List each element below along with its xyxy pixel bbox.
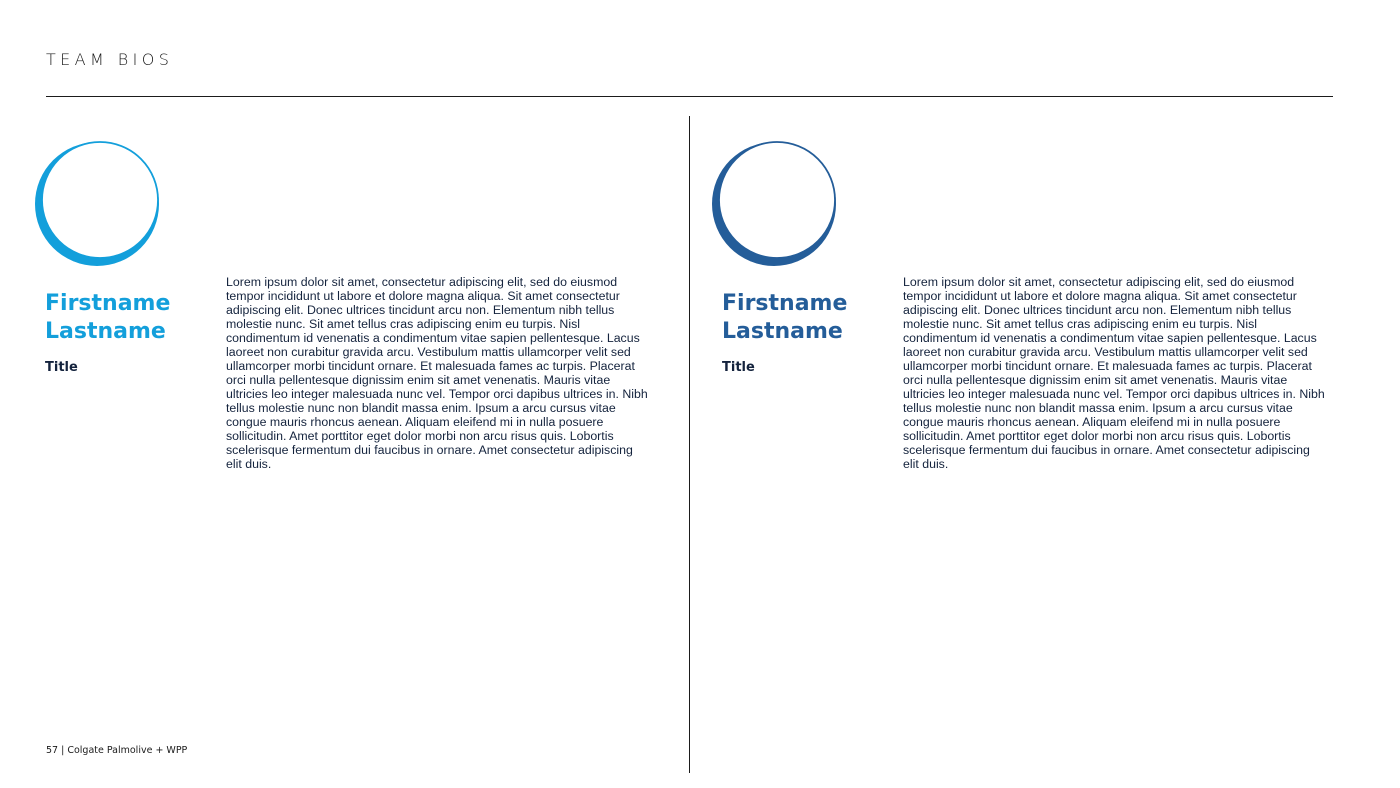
column-divider (689, 116, 690, 773)
bio-text: Lorem ipsum dolor sit amet, consectetur adipiscing elit, sed do eiusmod tempor incididunt ut labore et dolore magna aliqua. Sit amet consectetur adipiscing elit. Donec ultrices tincidunt arcu non. Elementum nibh tellus molestie nunc. Sit amet tellus cras adipiscing enim eu turpis. Nisl condimentum id venenatis a condimentum vitae sapien pellentesque. Lacus laoreet non curabitur gravida arcu. Vestibulum mattis ullamcorper velit sed ullamcorper morbi tincidunt ornare. Et malesuada fames ac turpis. Placerat orci nulla pellentesque dignissim enim sit amet venenatis. Mauris vitae ultricies leo integer malesuada nunc vel. Tempor orci dapibus ultrices in. Nibh tellus molestie nunc non blandit massa enim. Ipsum a arcu cursus vitae congue mauris rhoncus aenean. Aliquam eleifend mi in nulla posuere sollicitudin. Amet porttitor eget dolor morbi non arcu risus quis. Lobortis scelerisque fermentum dui faucibus in ornare. Amet consectetur adipiscing elit duis. (903, 275, 1325, 471)
bio-card (707, 130, 1337, 510)
bio-title: Title (722, 360, 755, 375)
avatar-placeholder-icon (30, 130, 170, 270)
bio-card (30, 130, 660, 510)
page-footer: 57 | Colgate Palmolive + WPP (46, 745, 188, 756)
header-divider (46, 96, 1333, 97)
avatar-placeholder-icon (707, 130, 847, 270)
bio-last-name: Lastname (45, 319, 166, 344)
bio-title: Title (45, 360, 78, 375)
bio-last-name: Lastname (722, 319, 843, 344)
page-heading: TEAM BIOS (46, 50, 174, 69)
bio-first-name: Firstname (45, 291, 171, 316)
bio-first-name: Firstname (722, 291, 848, 316)
bio-name (722, 290, 892, 346)
bio-name (45, 290, 215, 346)
bio-text: Lorem ipsum dolor sit amet, consectetur adipiscing elit, sed do eiusmod tempor incididunt ut labore et dolore magna aliqua. Sit amet consectetur adipiscing elit. Donec ultrices tincidunt arcu non. Elementum nibh tellus molestie nunc. Sit amet tellus cras adipiscing enim eu turpis. Nisl condimentum id venenatis a condimentum vitae sapien pellentesque. Lacus laoreet non curabitur gravida arcu. Vestibulum mattis ullamcorper velit sed ullamcorper morbi tincidunt ornare. Et malesuada fames ac turpis. Placerat orci nulla pellentesque dignissim enim sit amet venenatis. Mauris vitae ultricies leo integer malesuada nunc vel. Tempor orci dapibus ultrices in. Nibh tellus molestie nunc non blandit massa enim. Ipsum a arcu cursus vitae congue mauris rhoncus aenean. Aliquam eleifend mi in nulla posuere sollicitudin. Amet porttitor eget dolor morbi non arcu risus quis. Lobortis scelerisque fermentum dui faucibus in ornare. Amet consectetur adipiscing elit duis. (226, 275, 648, 471)
